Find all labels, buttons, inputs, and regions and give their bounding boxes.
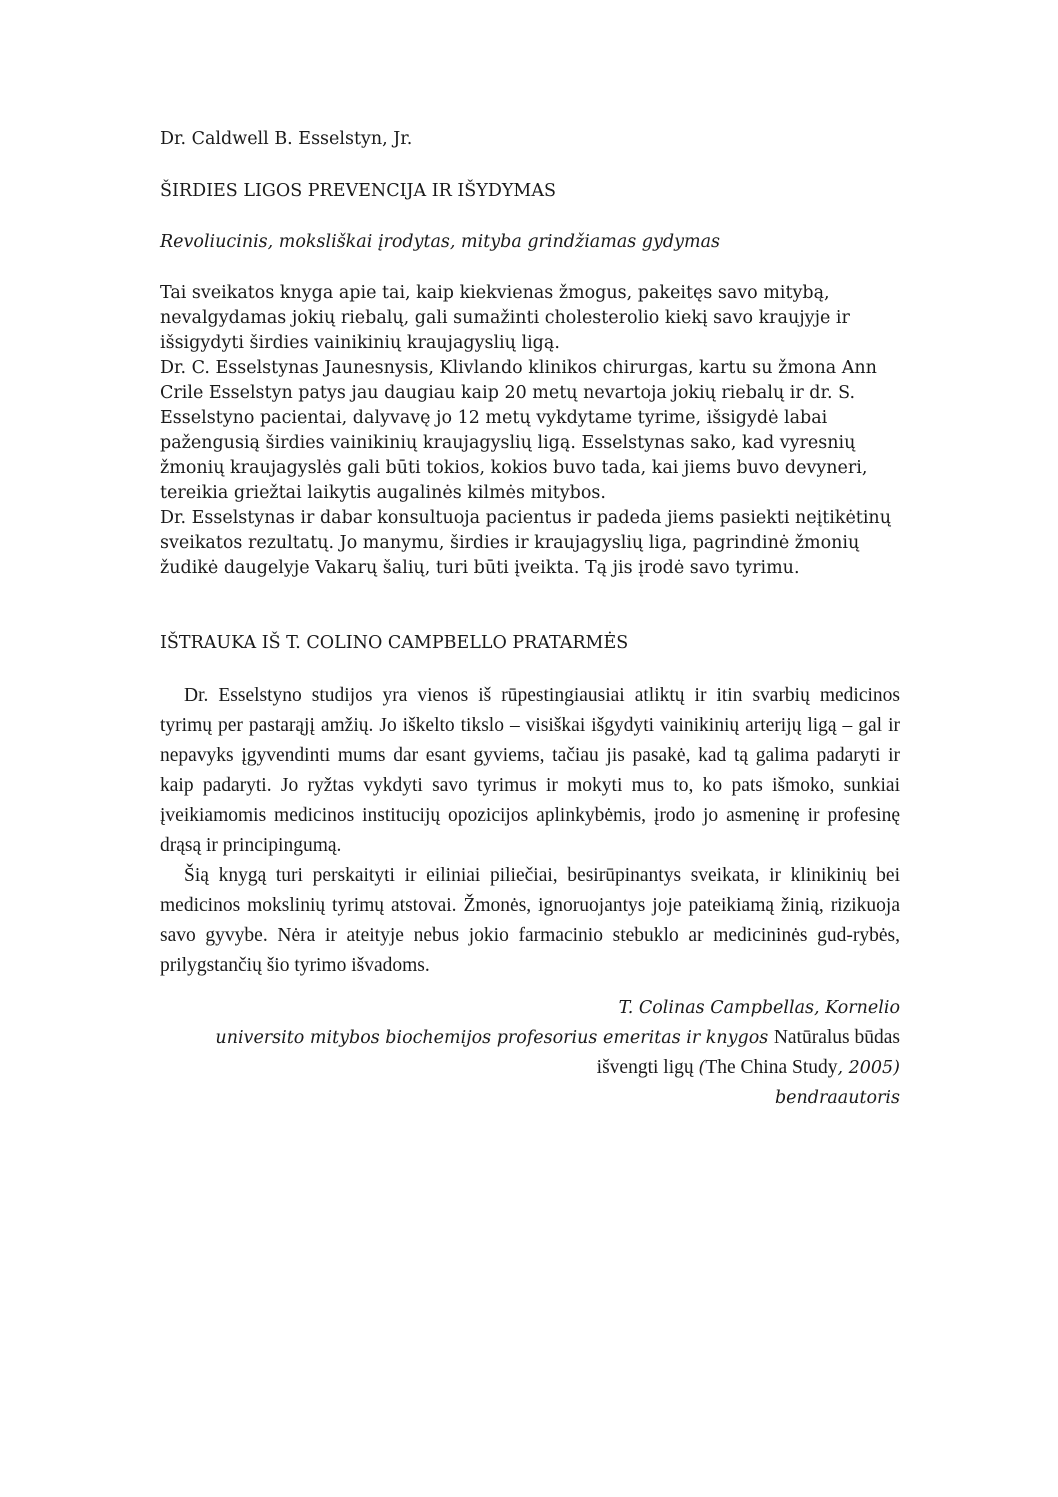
signature-name: T. Colinas Campbellas, Kornelio (618, 998, 900, 1018)
signature-book-line (160, 1053, 900, 1083)
signature-title-line (160, 1023, 900, 1053)
excerpt-signature (160, 993, 900, 1113)
excerpt-paragraph: Šią knygą turi perskaityti ir eiliniai piliečiai, besirūpinantys sveikata, ir klinikinių bei medicinos mokslinių tyrimų atstovai. Žmonės, ignoruojantys joje pateikiamą žinią, rizikuoja savo gyvybe. Nėra ir ateityje nebus jokio farmacinio stebuklo ar medicininės gud-rybės, prilygstančių šio tyrimo išvadoms. (160, 865, 900, 976)
book-description (160, 281, 900, 581)
book-title: ŠIRDIES LIGOS PREVENCIJA IR IŠYDYMAS (160, 181, 556, 201)
signature-role: bendraautoris (774, 1088, 900, 1108)
foreword-excerpt (160, 681, 900, 981)
excerpt-paragraph: Dr. Esselstyno studijos yra vienos iš rūpestingiausiai atliktų ir itin svarbių medicinos tyrimų per pastarąjį amžių. Jo iškelto tikslo – visiškai išgydyti vainikinių arterijų ligą – gal ir nepavyks įgyvendinti mums dar esant gyviems, tačiau jis pasakė, kad tą galima padaryti ir kaip padaryti. Jo ryžtas vykdyti savo tyrimus ir mokyti mus to, ko pats išmoko, sunkiai įveikiamomis medicinos institucijų opozicijos aplinkybėmis, įrodo jo asmeninę ir profesinę drąsą ir principingumą. (160, 685, 900, 856)
description-paragraph: Tai sveikatos knyga apie tai, kaip kiekvienas žmogus, pakeitęs savo mitybą, nevalgydamas jokių riebalų, gali sumažinti cholesterolio kiekį savo kraujyje ir išsigydyti širdies vainikinių kraujagyslių ligą. (160, 283, 850, 353)
description-paragraph: Dr. Esselstynas ir dabar konsultuoja pacientus ir padeda jiems pasiekti neįtikėtinų sveikatos rezultatų. Jo manymu, širdies ir kraujagyslių liga, pagrindinė žmonių žudikė daugelyje Vakarų šalių, turi būti įveikta. Tą jis įrodė savo tyrimu. (160, 508, 891, 578)
book-reference: Natūralus būdas (773, 1027, 900, 1048)
parenthesis-open: ( (698, 1058, 706, 1078)
excerpt-heading: IŠTRAUKA IŠ T. COLINO CAMPBELLO PRATARMĖS (160, 633, 629, 653)
signature-title: universito mitybos biochemijos profesorius emeritas ir knygos (215, 1028, 774, 1048)
book-reference-continued: išvengti ligų (596, 1057, 699, 1078)
page-content (160, 127, 900, 1113)
publication-year: , 2005) (837, 1058, 900, 1078)
book-subtitle: Revoliucinis, moksliškai įrodytas, mityba grindžiamas gydymas (160, 232, 720, 252)
book-author: Dr. Caldwell B. Esselstyn, Jr. (160, 129, 413, 149)
description-paragraph: Dr. C. Esselstynas Jaunesnysis, Klivlando klinikos chirurgas, kartu su žmona Ann Crile Esselstyn patys jau daugiau kaip 20 metų nevartoja jokių riebalų ir dr. S. Esselstyno pacientai, dalyvavę jo 12 metų vykdytame tyrime, išsigydė labai pažengusią širdies vainikinių kraujagyslių ligą. Esselstynas sako, kad vyresnių žmonių kraujagyslės gali būti tokios, kokios buvo tada, kai jiems buvo devyneri, tereikia griežtai laikytis augalinės kilmės mitybos. (160, 358, 877, 503)
english-title: The China Study (705, 1057, 838, 1078)
